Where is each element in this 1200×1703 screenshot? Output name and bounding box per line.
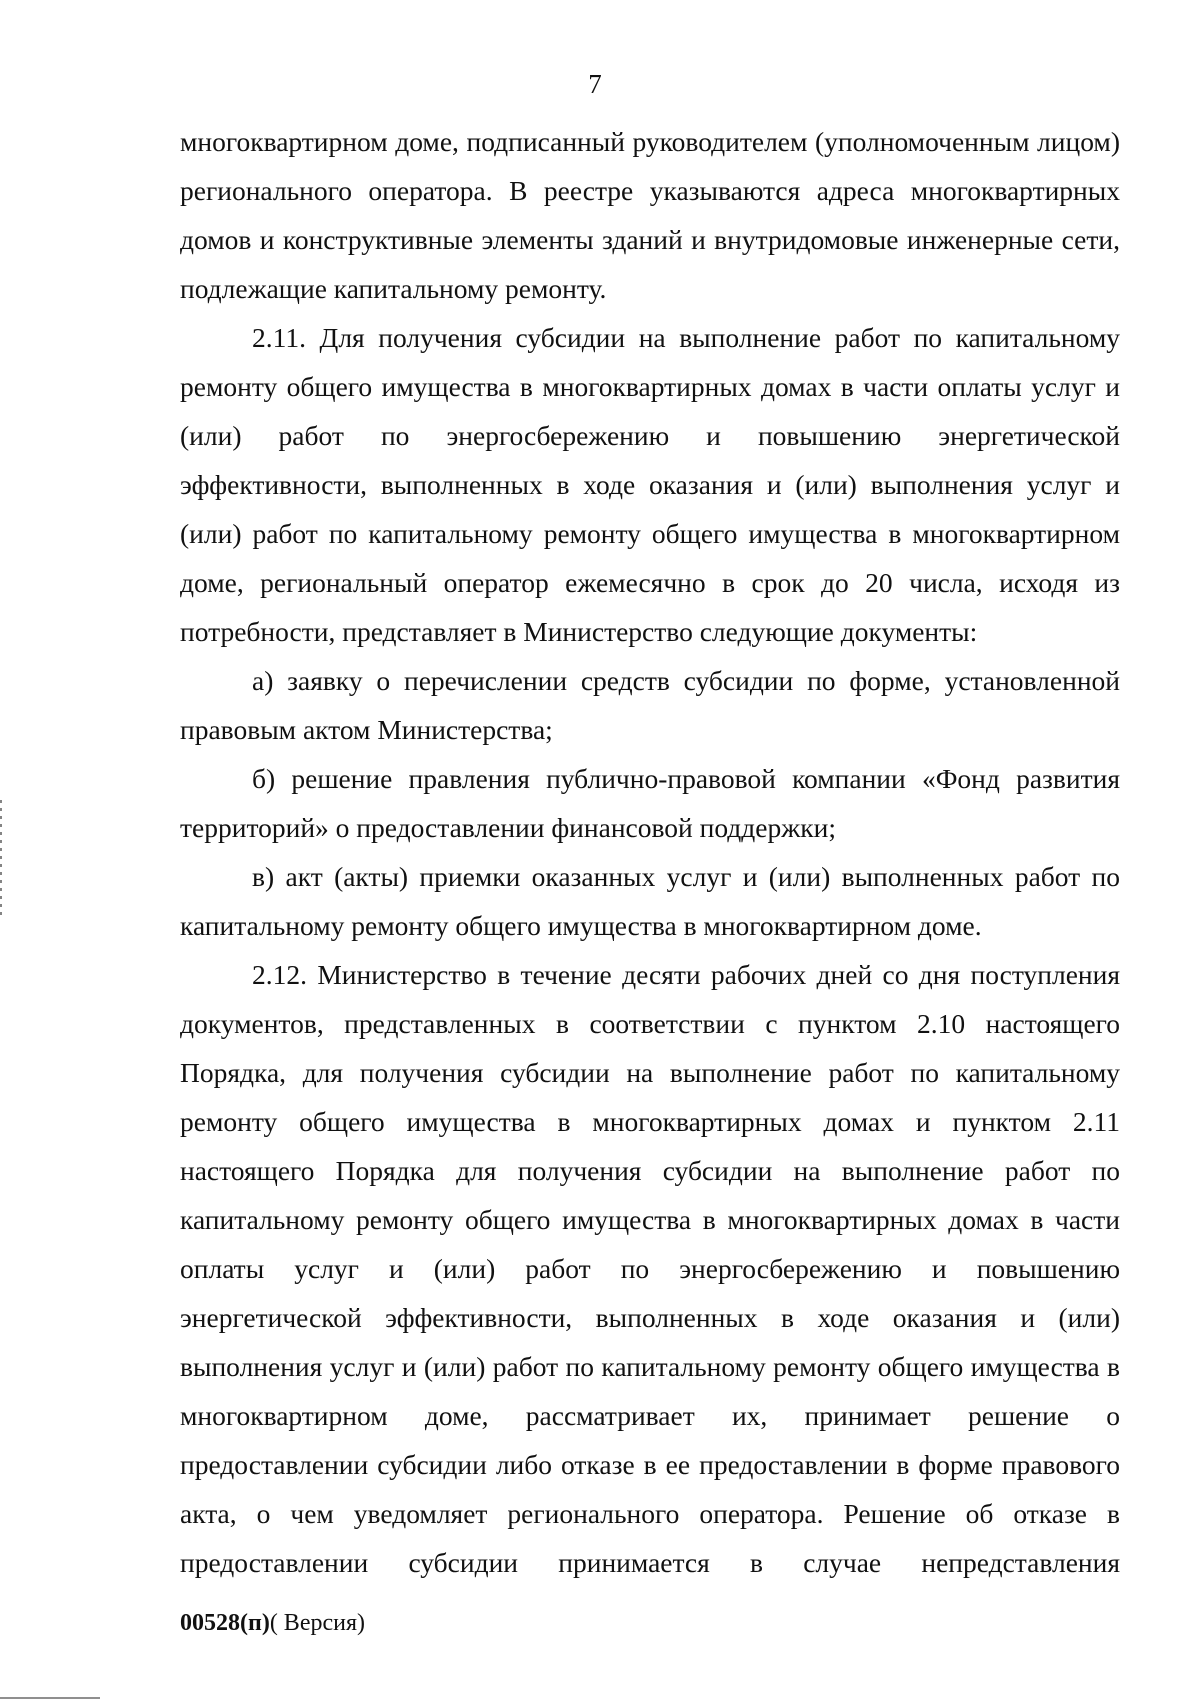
scan-edge-mark bbox=[0, 800, 2, 920]
document-code: 00528(п) bbox=[180, 1610, 270, 1636]
document-version: ( Версия) bbox=[269, 1610, 365, 1636]
list-item-v: в) акт (акты) приемки оказанных услуг и (или) выполненных работ по капитальному ремонту общего имущества в многоквартирном доме. bbox=[180, 861, 1120, 941]
paragraph-2-12: 2.12. Министерство в течение десяти рабочих дней со дня поступления документов, представленных в соответствии с пунктом 2.10 настоящего Порядка, для получения субсидии на выполнение работ по капитальному ремонту общего имущества в многоквартирных домах и пунктом 2.11 настоящего Порядка для получения субсидии на выполнение работ по капитальному ремонту общего имущества в многоквартирных домах в части оплаты услуг и (или) работ по энергосбережению и повышению энергетической эффективности, выполненных в ходе оказания и (или) выполнения услуг и (или) работ по капитальному ремонту общего имущества в многоквартирном доме, рассматривает их, принимает решение о предоставлении субсидии либо отказе в ее предоставлении в форме правового акта, о чем уведомляет регионального оператора. Решение об отказе в предоставлении субсидии принимается в случае непредставления bbox=[180, 959, 1120, 1578]
document-body bbox=[180, 117, 1120, 1587]
paragraph-continuation: многоквартирном доме, подписанный руководителем (уполномоченным лицом) регионального оператора. В реестре указываются адреса многоквартирных домов и конструктивные элементы зданий и внутридомовые инженерные сети, подлежащие капитальному ремонту. bbox=[180, 126, 1120, 304]
scan-bottom-mark bbox=[0, 1697, 100, 1699]
paragraph-2-11: 2.11. Для получения субсидии на выполнение работ по капитальному ремонту общего имущества в многоквартирных домах в части оплаты услуг и (или) работ по энергосбережению и повышению энергетической эффективности, выполненных в ходе оказания и (или) выполнения услуг и (или) работ по капитальному ремонту общего имущества в многоквартирном доме, региональный оператор ежемесячно в срок до 20 числа, исходя из потребности, представляет в Министерство следующие документы: bbox=[180, 322, 1120, 647]
list-item-b: б) решение правления публично-правовой компании «Фонд развития территорий» о предоставлении финансовой поддержки; bbox=[180, 763, 1120, 843]
page-number: 7 bbox=[588, 69, 602, 99]
document-footer bbox=[180, 1608, 365, 1638]
list-item-a: а) заявку о перечислении средств субсидии по форме, установленной правовым актом Министерства; bbox=[180, 665, 1120, 745]
